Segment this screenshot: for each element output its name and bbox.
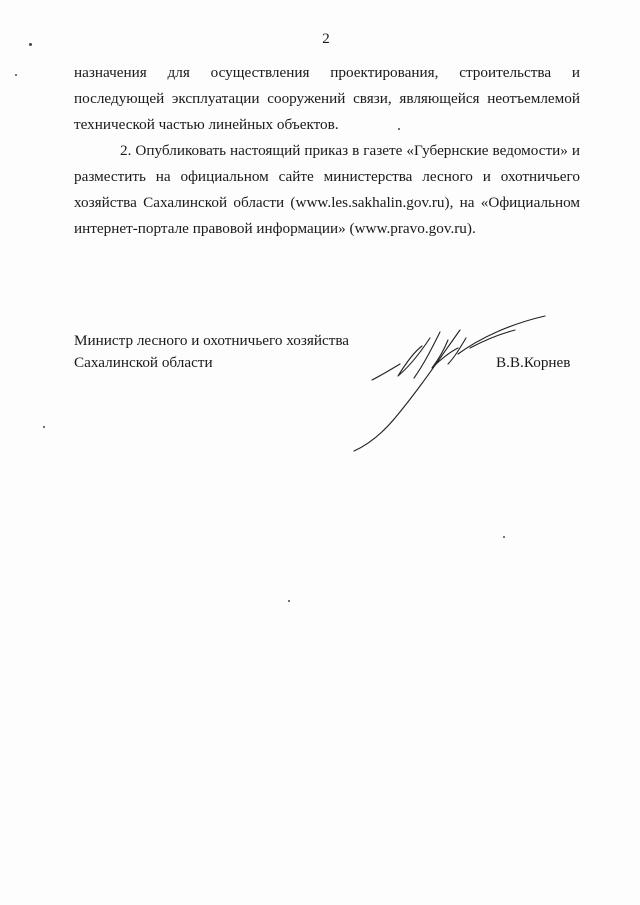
paragraph-publication — [74, 138, 580, 242]
signatory-position-line-1: Министр лесного и охотничьего хозяйства — [74, 332, 350, 349]
scan-speck — [29, 43, 32, 46]
scan-speck — [503, 536, 505, 538]
scan-speck — [43, 426, 45, 428]
scan-speck — [288, 600, 290, 602]
paragraph-text: назначения для осуществления проектирования, строительства и последующей эксплуатации сооружений связи, являющейся неотъемлемой технической частью линейных объектов. — [74, 64, 580, 133]
signatory-position — [74, 330, 349, 374]
signatory-position-line-2: Сахалинской области — [74, 354, 213, 371]
scan-speck — [398, 128, 400, 130]
page-number: 2 — [322, 31, 330, 47]
handwritten-signature — [340, 308, 560, 458]
signatory-name: В.В.Корнев — [496, 354, 571, 371]
scan-speck — [15, 74, 17, 76]
paragraph-continuation — [74, 60, 580, 138]
paragraph-text: 2. Опубликовать настоящий приказ в газете «Губернские ведомости» и разместить на официальном сайте министерства лесного и охотничьего хозяйства Сахалинской области (www.les.sakhalin.gov.ru), на «Официальном интернет-портале правовой информации» (www.pravo.gov.ru). — [74, 142, 580, 237]
